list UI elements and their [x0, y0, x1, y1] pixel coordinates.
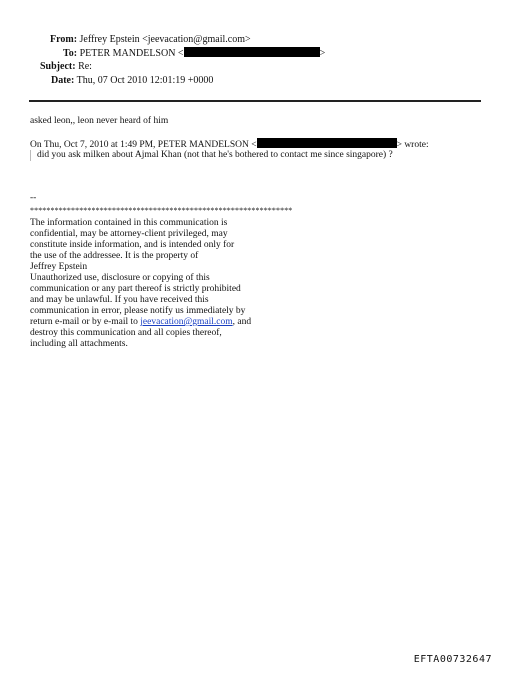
to-row	[63, 47, 325, 60]
disclaimer-line: confidential, may be attorney-client privileged, may	[30, 229, 228, 239]
disclaimer-line: the use of the addressee. It is the property of	[30, 251, 199, 261]
disclaimer-line: and may be unlawful. If you have received this	[30, 295, 209, 305]
from-value: Jeffrey Epstein <jeevacation@gmail.com>	[79, 34, 251, 45]
subject-label: Subject:	[40, 61, 76, 72]
disclaimer-line: including all attachments.	[30, 339, 128, 349]
disclaimer-line-prefix: return e-mail or by e-mail to	[30, 317, 141, 327]
from-row	[50, 34, 251, 46]
email-link[interactable]: jeevacation@gmail.com	[140, 317, 233, 327]
disclaimer-line: The information contained in this communication is	[30, 218, 228, 228]
date-value: Thu, 07 Oct 2010 12:01:19 +0000	[76, 75, 214, 86]
from-label: From:	[50, 34, 78, 45]
reply-text: asked leon,, leon never heard of him	[30, 116, 169, 126]
asterisk-separator: ****************************************************************	[30, 206, 293, 215]
subject-row	[40, 61, 92, 73]
quote-intro-end: > wrote:	[396, 140, 429, 150]
disclaimer-line: Unauthorized use, disclosure or copying of this	[30, 273, 210, 283]
disclaimer-line	[30, 317, 251, 328]
date-row	[51, 75, 213, 87]
quoted-message: did you ask milken about Ajmal Khan (not that he's bothered to contact me since singapore) ?	[37, 150, 393, 160]
date-label: Date:	[51, 75, 75, 86]
disclaimer-line-suffix: , and	[232, 317, 252, 327]
redaction-bar	[257, 138, 397, 148]
disclaimer-line: Jeffrey Epstein	[30, 262, 88, 272]
to-value: PETER MANDELSON <	[79, 48, 184, 59]
to-close: >	[319, 48, 326, 59]
redaction-bar	[184, 47, 320, 57]
quote-intro-text: On Thu, Oct 7, 2010 at 1:49 PM, PETER MANDELSON <	[30, 140, 257, 150]
disclaimer-line: communication or any part thereof is strictly prohibited	[30, 284, 241, 294]
disclaimer-line: communication in error, please notify us immediately by	[30, 306, 246, 316]
header-divider	[29, 100, 481, 102]
subject-value: Re:	[78, 61, 92, 72]
to-label: To:	[63, 48, 78, 59]
document-id: EFTA00732647	[413, 654, 492, 665]
signature-dashes: --	[30, 193, 37, 203]
disclaimer-line: constitute inside information, and is intended only for	[30, 240, 235, 250]
disclaimer-line: destroy this communication and all copies thereof,	[30, 328, 222, 338]
quote-bar	[30, 150, 31, 161]
